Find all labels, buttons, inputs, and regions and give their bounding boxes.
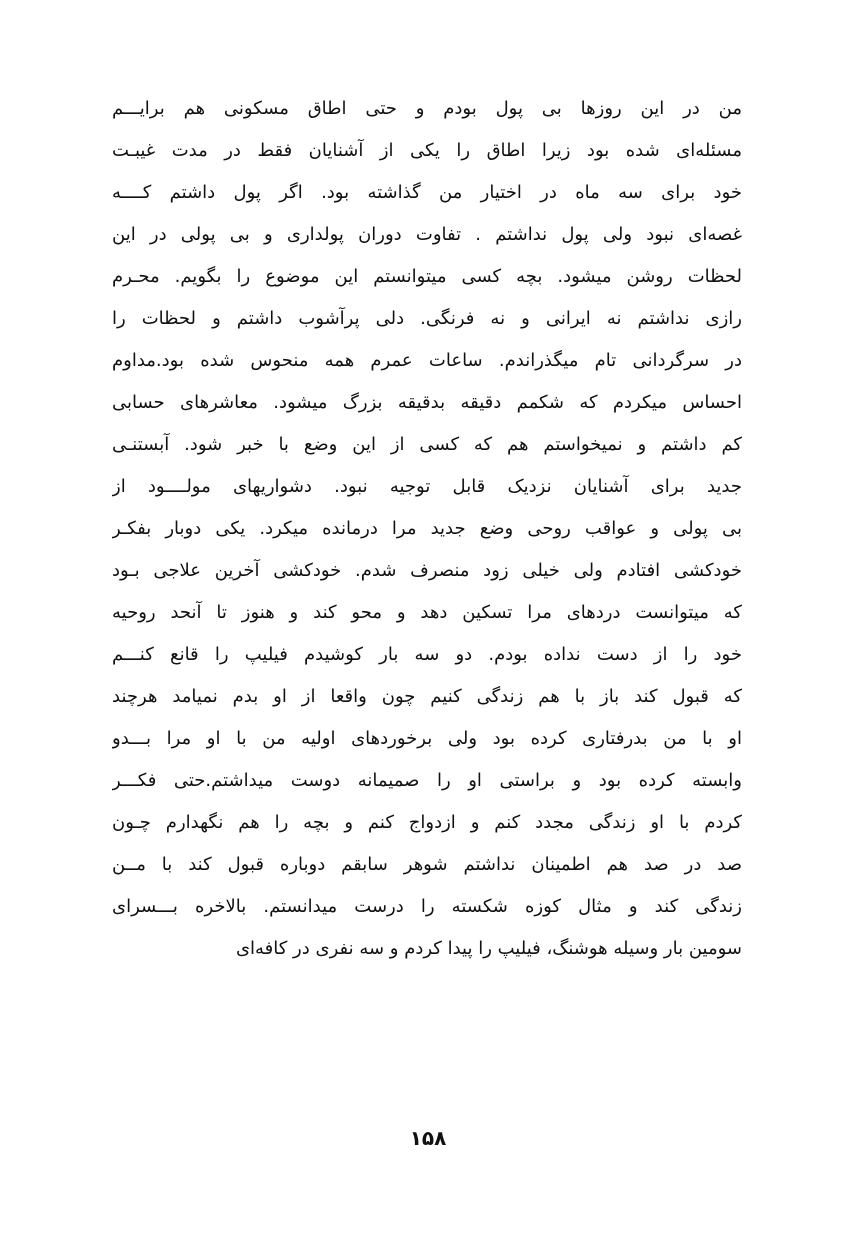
text-line-3: خود برای سه ماه در اختیار من گذاشته بود. اگر پول داشتم کــــه: [112, 182, 742, 203]
text-line-10: جدید برای آشنایان نزدیک قابل توجیه نبود. دشواریهای مولــــود از: [112, 476, 742, 497]
text-line-5: لحظات روشن میشود. بچه کسی میتوانستم این موضوع را بگویم. محـرم: [112, 266, 742, 287]
text-line-2: مسئله‌ای شده بود زیرا اطاق را یکی از آشنایان فقط در مدت غیبـت: [112, 140, 742, 161]
text-line-16: او با من بدرفتاری کرده بود ولی برخوردهای اولیه من با او مرا بـــدو: [112, 728, 742, 749]
body-text: [112, 88, 742, 970]
text-line-4: غصه‌ای نبود ولی پول نداشتم . تفاوت دوران پولداری و بی پولی در این: [112, 224, 742, 245]
text-line-17: وابسته کرده بود و براستی او را صمیمانه دوست میداشتم.حتی فکـــر: [112, 770, 742, 791]
text-line-12: خودکشی افتادم ولی خیلی زود منصرف شدم. خودکشی آخرین علاجی بـود: [112, 560, 742, 581]
text-line-18: کردم با او زندگی مجدد کنم و ازدواج کنم و بچه را هم نگهدارم چـون: [112, 812, 742, 833]
text-line-9: کم داشتم و نمیخواستم هم که کسی از این وضع با خبر شود. آبستنـی: [112, 434, 742, 455]
text-line-21: سومین بار وسیله هوشنگ، فیلیپ را پیدا کردم و سه نفری در کافه‌ای: [235, 938, 742, 959]
text-line-20: زندگی کند و مثال کوزه شکسته را درست میدانستم. بالاخره بـــسرای: [112, 896, 742, 917]
text-line-11: بی پولی و عواقب روحی وضع جدید مرا درمانده میکرد. یکی دوبار بفکـر: [112, 518, 742, 539]
text-line-6: رازی نداشتم نه ایرانی و نه فرنگی. دلی پرآشوب داشتم و لحظات را: [112, 308, 742, 329]
text-line-8: احساس میکردم که شکمم دقیقه بدقیقه بزرگ میشود. معاشرهای حسابی: [112, 392, 742, 413]
text-line-15: که قبول کند باز با هم زندگی کنیم چون واقعا از او بدم نمیامد هرچند: [112, 686, 742, 707]
text-line-7: در سرگردانی تام میگذراندم. ساعات عمرم همه منحوس شده بود.مداوم: [112, 350, 742, 371]
text-line-1: من در این روزها بی پول بودم و حتی اطاق مسکونی هم برایـــم: [112, 98, 742, 119]
text-line-13: که میتوانست دردهای مرا تسکین دهد و محو کند و هنوز تا آنحد روحیه: [112, 602, 742, 623]
text-line-14: خود را از دست نداده بودم. دو سه بار کوشیدم فیلیپ را قانع کنـــم: [112, 644, 742, 665]
page-number: ۱۵۸: [409, 1126, 447, 1150]
text-line-19: صد در صد هم اطمینان نداشتم شوهر سابقم دوباره قبول کند با مــن: [112, 854, 742, 875]
